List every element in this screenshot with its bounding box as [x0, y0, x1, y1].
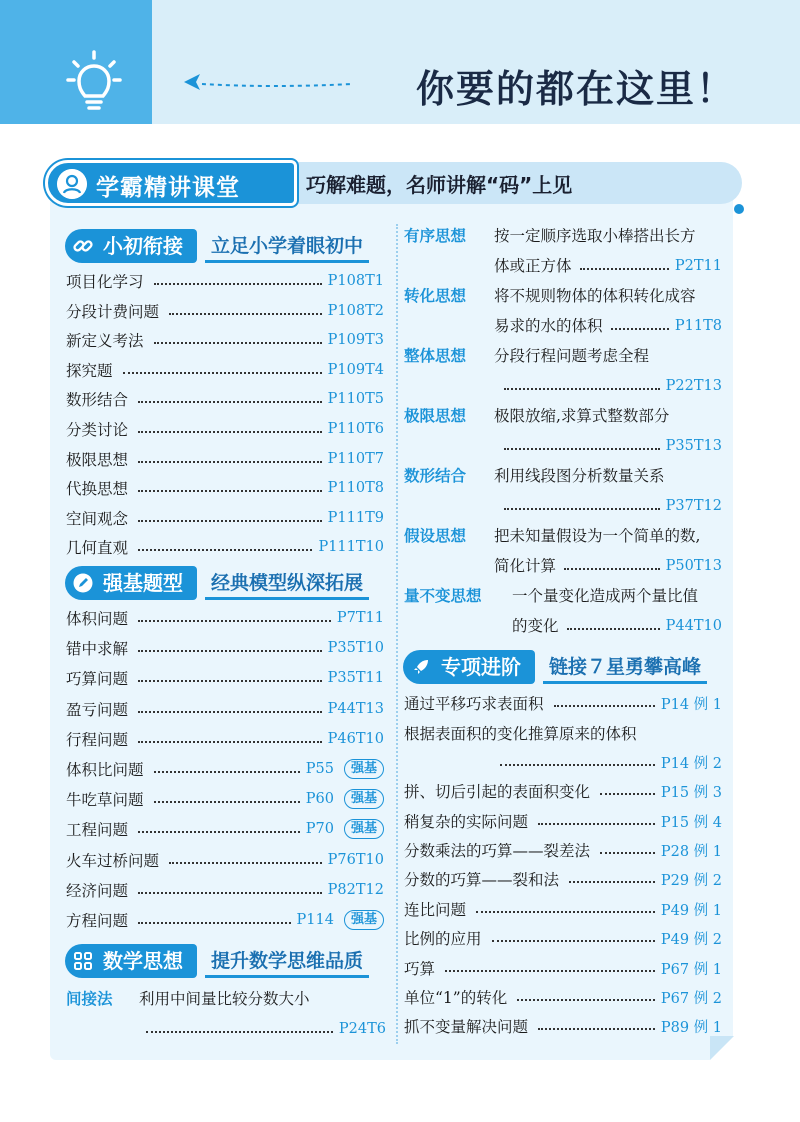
dot-leader [138, 549, 312, 551]
subsection-pill [65, 229, 197, 263]
thinking-desc: 一个量变化造成两个量比值 [512, 587, 699, 605]
thinking-line [504, 431, 722, 461]
page-ref: P11T8 [674, 318, 722, 334]
item-label: 连比问题 [404, 901, 467, 919]
list-item [404, 807, 722, 835]
page-ref: P35T10 [327, 640, 384, 657]
page-ref: P44T10 [665, 618, 722, 634]
page-ref: P111T10 [318, 539, 384, 556]
dot-leader [517, 999, 655, 1001]
dot-leader [500, 764, 655, 766]
dot-leader [138, 490, 322, 492]
dot-leader [138, 401, 322, 403]
item-label: 数形结合 [66, 391, 129, 410]
item-label: 代换思想 [66, 480, 129, 499]
page-ref: P22T13 [665, 378, 722, 394]
dot-leader [154, 771, 300, 773]
thinking-line [494, 311, 722, 341]
list-item [66, 415, 384, 443]
subsection-qiangji [65, 566, 385, 600]
item-label: 行程问题 [66, 730, 129, 749]
page-ref: P2T11 [674, 258, 722, 274]
paper-plane-icon [182, 70, 357, 96]
list-item [404, 895, 722, 923]
page-ref: P46T10 [327, 730, 384, 747]
thinking-entry [404, 461, 722, 521]
page-ref: P7T11 [336, 610, 384, 626]
section-tab [45, 160, 297, 206]
dot-leader [169, 313, 322, 315]
item-label: 几何直观 [66, 539, 129, 558]
list-item [66, 445, 384, 473]
thinking-entry [404, 281, 722, 341]
subsection-title: 专项进阶 [441, 655, 521, 679]
list-item [66, 664, 384, 692]
decor-dot [734, 204, 744, 214]
list-item [66, 604, 384, 632]
page-ref: P109T4 [327, 361, 384, 378]
thinking-entry [404, 401, 722, 461]
subsection-pill [65, 566, 197, 600]
subsection-tag: 提升数学思维品质 [205, 946, 369, 978]
list-item [66, 755, 384, 783]
dot-leader [138, 892, 322, 894]
list-item [404, 836, 722, 864]
page-ref: P37T12 [665, 498, 722, 514]
page-ref: P35T11 [327, 670, 384, 687]
dot-leader [600, 852, 655, 854]
list-item [66, 533, 384, 561]
page-ref: P29 例 2 [660, 872, 722, 889]
page-ref: P109T3 [327, 332, 384, 349]
page-ref: P76T10 [327, 851, 384, 868]
page-ref: P108T1 [327, 273, 384, 289]
page-ref: P14 例 1 [660, 696, 722, 713]
item-label: 分类讨论 [66, 421, 129, 439]
item-label: 火车过桥问题 [66, 851, 160, 870]
list-item [66, 326, 384, 354]
thinking-entry [66, 984, 386, 1046]
item-label: 极限思想 [66, 450, 129, 469]
page-ref: P110T7 [327, 450, 384, 467]
page-ref: P14 例 2 [660, 755, 722, 772]
page-ref: P55 [305, 761, 334, 777]
dot-leader [538, 1028, 655, 1030]
page-ref: P24T6 [338, 1021, 386, 1037]
thinking-name: 假设思想 [404, 527, 467, 545]
page-ref: P49 例 2 [660, 931, 722, 948]
page-ref: P50T13 [665, 558, 722, 574]
thinking-desc-continued: 的变化 [512, 617, 559, 635]
item-label: 体积比问题 [66, 761, 144, 779]
item-label: 拼、切后引起的表面积变化 [404, 783, 591, 801]
dot-leader [600, 793, 655, 795]
subsection-shuxue [65, 944, 385, 978]
thinking-name: 有序思想 [404, 227, 467, 245]
thinking-name: 极限思想 [404, 407, 467, 425]
grid-icon [73, 951, 93, 971]
subsection-pill [65, 944, 197, 978]
thinking-name: 整体思想 [404, 347, 467, 365]
item-label: 项目化学习 [66, 273, 144, 291]
list-item [66, 474, 384, 502]
subsection-pill [403, 650, 535, 684]
lightbulb-icon [66, 50, 122, 112]
page-ref: P89 例 1 [660, 1019, 722, 1036]
item-label: 通过平移巧求表面积 [404, 695, 544, 713]
item-label: 空间观念 [66, 509, 129, 528]
dot-leader [138, 520, 322, 522]
dot-leader [445, 970, 655, 972]
list-item [66, 297, 384, 325]
item-label: 根据表面积的变化推算原来的体积 [404, 725, 637, 743]
dot-leader [504, 388, 660, 390]
user-icon [57, 169, 87, 199]
dot-leader [611, 328, 669, 330]
link-icon [73, 236, 93, 256]
dot-leader [154, 801, 300, 803]
list-item [404, 865, 722, 893]
dot-leader [138, 741, 322, 743]
item-label: 方程问题 [66, 912, 129, 930]
item-label: 错中求解 [66, 640, 129, 659]
list-item [66, 846, 384, 874]
dot-leader [580, 268, 669, 270]
thinking-desc-continued: 体或正方体 [494, 257, 572, 275]
item-label: 工程问题 [66, 821, 129, 840]
item-label: 探究题 [66, 361, 113, 380]
pencil-icon [73, 573, 93, 593]
list-item [404, 719, 722, 747]
dot-leader [138, 620, 331, 622]
dot-leader [564, 568, 660, 570]
thinking-desc: 分段行程问题考虑全程 [494, 347, 650, 365]
dot-leader [138, 650, 322, 652]
dot-leader [138, 922, 291, 924]
subsection-title: 数学思想 [103, 949, 183, 973]
page-ref: P111T9 [327, 509, 384, 526]
page-ref: P60 [305, 791, 334, 808]
dot-leader [567, 628, 660, 630]
thinking-name: 量不变思想 [404, 587, 482, 605]
thinking-desc: 按一定顺序选取小棒搭出长方 [494, 227, 696, 245]
dot-leader [154, 283, 322, 285]
item-label: 巧算 [404, 960, 436, 978]
thinking-entry [404, 341, 722, 401]
subsection-tag: 经典模型纵深拓展 [205, 568, 369, 600]
page-ref: P114 [296, 912, 334, 928]
page-ref: P15 例 3 [660, 784, 722, 801]
list-item-continuation [404, 748, 722, 776]
thinking-line [504, 371, 722, 401]
dot-leader [476, 911, 655, 913]
list-item [66, 906, 384, 934]
item-label: 新定义考法 [66, 332, 144, 351]
column-divider [396, 224, 398, 1044]
dot-leader [138, 831, 300, 833]
rocket-icon [411, 657, 431, 677]
page-ref: P67 例 1 [660, 961, 722, 978]
item-label: 单位“1”的转化 [404, 989, 508, 1007]
thinking-line [66, 1014, 386, 1044]
item-label: 牛吃草问题 [66, 791, 144, 810]
item-label: 经济问题 [66, 881, 129, 900]
dot-leader [138, 461, 322, 463]
thinking-desc-continued: 简化计算 [494, 557, 557, 575]
dot-leader [138, 711, 322, 713]
item-label: 分数的巧算——裂和法 [404, 871, 560, 889]
dot-leader [492, 940, 655, 942]
item-label: 稍复杂的实际问题 [404, 813, 529, 831]
list-item [66, 356, 384, 384]
list-item [66, 725, 384, 753]
page-ref: P110T5 [327, 391, 384, 408]
page-ref: P49 例 1 [660, 902, 722, 919]
item-label: 抓不变量解决问题 [404, 1018, 529, 1036]
section-subtitle: 巧解难题，名师讲解“码”上见 [306, 173, 573, 197]
page-ref: P70 [305, 821, 334, 838]
dot-leader [504, 448, 660, 450]
thinking-line [504, 491, 722, 521]
strong-foundation-badge: 强基 [344, 789, 384, 809]
page-ref: P28 例 1 [660, 843, 722, 860]
thinking-line [512, 611, 722, 641]
dot-leader [146, 1031, 333, 1033]
page-title: 你要的都在这里！ [415, 66, 736, 111]
list-item [66, 634, 384, 662]
list-item [404, 689, 722, 717]
thinking-name: 转化思想 [404, 287, 467, 305]
thinking-desc: 将不规则物体的体积转化成容 [494, 287, 696, 305]
thinking-desc: 把未知量假设为一个简单的数, [494, 527, 701, 545]
thinking-entry [404, 221, 722, 281]
page-ref: P67 例 2 [660, 990, 722, 1007]
item-label: 分数乘法的巧算——裂差法 [404, 842, 591, 860]
list-item [66, 785, 384, 813]
thinking-desc: 利用线段图分析数量关系 [494, 467, 665, 485]
dot-leader [138, 431, 322, 433]
strong-foundation-badge: 强基 [344, 759, 384, 779]
page-ref: P82T12 [327, 881, 384, 898]
dot-leader [569, 881, 655, 883]
thinking-desc: 利用中间量比较分数大小 [139, 990, 310, 1008]
strong-foundation-badge: 强基 [344, 819, 384, 839]
page-ref: P108T2 [327, 302, 384, 319]
thinking-name: 间接法 [66, 990, 113, 1008]
item-label: 巧算问题 [66, 670, 129, 689]
subsection-title: 强基题型 [103, 571, 183, 595]
list-item [404, 983, 722, 1011]
thinking-line [494, 551, 722, 581]
item-label: 体积问题 [66, 610, 129, 628]
item-label: 分段计费问题 [66, 302, 160, 321]
dot-leader [123, 372, 322, 374]
list-item [66, 876, 384, 904]
dot-leader [138, 680, 322, 682]
item-label: 比例的应用 [404, 930, 482, 948]
list-item [404, 954, 722, 982]
subsection-tag: 链接７星勇攀高峰 [543, 652, 707, 684]
thinking-line [494, 251, 722, 281]
subsection-xiaochu [65, 229, 385, 263]
page-ref: P35T13 [665, 438, 722, 454]
list-item [66, 695, 384, 723]
list-item [66, 504, 384, 532]
thinking-desc-continued: 易求的水的体积 [494, 317, 603, 335]
thinking-desc: 极限放缩,求算式整数部分 [494, 407, 670, 425]
thinking-name: 数形结合 [404, 467, 467, 485]
list-item [404, 924, 722, 952]
dot-leader [538, 823, 655, 825]
list-item [66, 385, 384, 413]
list-item [66, 815, 384, 843]
list-item [66, 267, 384, 295]
thinking-entry [404, 581, 722, 641]
section-subtitle-band [290, 162, 742, 204]
page-ref: P44T13 [327, 700, 384, 717]
item-label: 盈亏问题 [66, 700, 129, 719]
list-item [404, 1012, 722, 1040]
subsection-tag: 立足小学着眼初中 [205, 231, 369, 263]
page-ref: P110T8 [327, 480, 384, 497]
page-ref: P15 例 4 [660, 814, 722, 831]
subsection-title: 小初衔接 [103, 234, 183, 258]
dot-leader [504, 508, 660, 510]
dot-leader [154, 342, 322, 344]
thinking-entry [404, 521, 722, 581]
subsection-zhuanxiang [403, 650, 723, 684]
strong-foundation-badge: 强基 [344, 910, 384, 930]
list-item [404, 777, 722, 805]
page-ref: P110T6 [327, 421, 384, 437]
dot-leader [169, 862, 322, 864]
section-title: 学霸精讲课堂 [96, 175, 240, 201]
dot-leader [554, 705, 655, 707]
